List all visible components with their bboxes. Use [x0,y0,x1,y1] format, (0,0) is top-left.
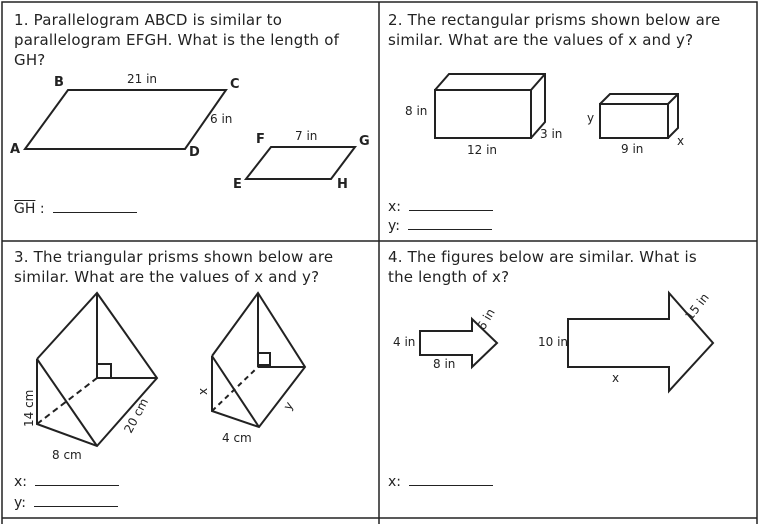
big-height-label: 10 in [538,335,569,349]
question-2-answer-y [388,217,492,235]
answer-x-label: x: [388,474,402,490]
big-height-label: 8 in [405,104,428,118]
question-3-answer-y [14,494,118,512]
question-2-answer-x [388,198,493,216]
small-length-label: 8 in [433,357,456,371]
big-height-label: 14 cm [22,389,36,427]
question-4 [379,241,759,518]
question-3-answer-x [14,473,119,491]
vertex-h: H [337,177,348,192]
question-2 [379,0,759,241]
vertex-d: D [189,145,200,160]
label-bc: 21 in [127,72,158,86]
big-base-label: 8 cm [52,448,82,462]
answer-blank-x[interactable] [409,473,493,486]
parallelogram-efgh [246,147,355,179]
big-depth-label: 3 in [540,127,563,141]
small-height-label: 4 in [393,335,416,349]
question-1-line-3: GH? [14,51,46,69]
parallelogram-abcd [25,90,226,149]
vertex-b: B [54,75,64,90]
small-rect-prism [600,94,678,138]
label-cd: 6 in [210,112,233,126]
question-1-answer [14,200,137,218]
vertex-e: E [233,177,242,192]
big-length-label: x [612,371,620,385]
small-base-label: 4 cm [222,431,252,445]
small-height-label: y [587,111,595,125]
answer-blank-x[interactable] [409,198,493,211]
question-3-line-2: similar. What are the values of x and y? [14,268,320,286]
small-y-label: y [280,399,297,413]
question-3-line-1: 3. The triangular prisms shown below are [14,248,334,266]
answer-blank-y[interactable] [34,494,118,507]
answer-y-label: y: [14,495,26,511]
small-length-label: 9 in [621,142,644,156]
big-length-label: 20 cm [121,395,152,436]
question-4-answer-x [388,473,493,491]
answer-blank-y[interactable] [408,217,492,230]
small-slant-label: 6 in [474,306,498,333]
small-x-label: x [196,387,210,395]
small-depth-label: x [677,134,685,148]
segment-gh-label: $\overline{GH}$ [14,201,36,217]
question-4-line-2: the length of x? [388,268,510,286]
answer-blank-x[interactable] [35,473,119,486]
vertex-f: F [256,132,265,147]
question-1-line-1: 1. Parallelogram ABCD is similar to [14,11,283,29]
question-2-line-2: similar. What are the values of x and y? [388,31,694,49]
question-4-line-1: 4. The figures below are similar. What is [388,248,697,266]
big-length-label: 12 in [467,143,498,157]
question-2-line-1: 2. The rectangular prisms shown below are [388,11,721,29]
answer-y-label: y: [388,218,400,234]
big-rect-prism [435,74,545,138]
big-slant-label: 15 in [682,290,712,323]
question-1 [0,0,379,241]
label-fg: 7 in [295,129,318,143]
answer-colon: : [35,201,45,217]
answer-x-label: x: [14,474,28,490]
answer-blank-gh[interactable] [53,200,137,213]
question-3 [0,241,379,518]
question-1-line-2: parallelogram EFGH. What is the length of [14,31,340,49]
vertex-a: A [10,142,21,157]
vertex-g: G [359,134,370,149]
answer-x-label: x: [388,199,402,215]
vertex-c: C [230,77,240,92]
